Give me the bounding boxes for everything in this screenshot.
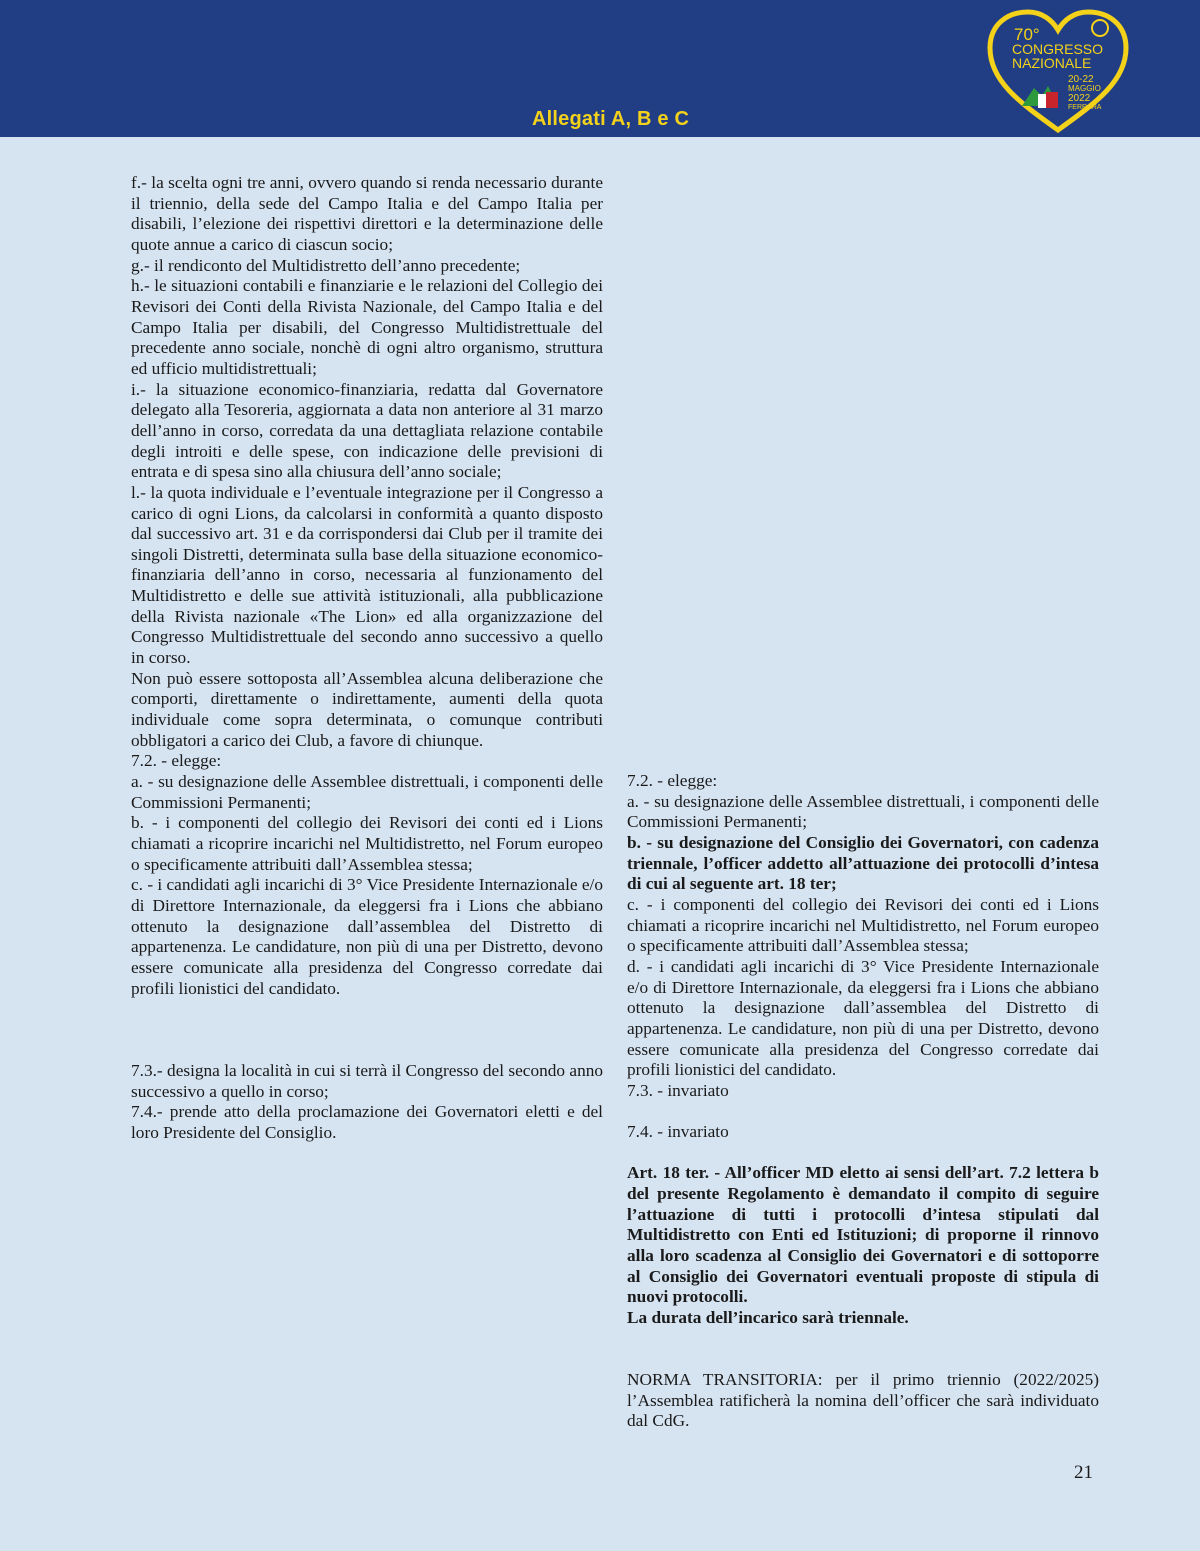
right-paragraph-bold: b. - su designazione del Consiglio dei Governatori, con cadenza triennale, l’officer addetto all’attuazione dei protocolli d’intesa di cui al seguente art. 18 ter; — [627, 832, 1099, 894]
art18-duration: La durata dell’incarico sarà triennale. — [627, 1307, 909, 1327]
right-column-transitional — [627, 1370, 1099, 1432]
left-paragraph: a. - su designazione delle Assemblee distrettuali, i componenti delle Commissioni Permanenti; — [131, 772, 603, 812]
right-paragraph: d. - i candidati agli incarichi di 3° Vice Presidente Internazionale e/o di Direttore Internazionale, da eleggersi fra i Lions che abbiano ottenuto la designazione dall’assemblea del Distretto di appartenenza. Le candidature, non più di una per Distretto, devono essere comunicate alla presidenza del Congresso corredate dai profili lionistici del candidato. — [627, 956, 1099, 1080]
right-paragraph: c. - i componenti del collegio dei Revisori dei conti ed i Lions chiamati a ricoprire incarichi nel Multidistretto, nel Forum europeo o specificamente attribuiti dall’Assemblea stessa; — [627, 894, 1099, 956]
left-paragraph: f.- la scelta ogni tre anni, ovvero quando si renda necessario durante il triennio, della sede del Campo Italia e del Campo Italia per disabili, l’elezione dei rispettivi direttori e la determinazione delle quote annue a carico di ciascun socio; — [131, 173, 603, 254]
right-paragraph: 7.2. - elegge: — [627, 771, 718, 790]
logo-dates: 20-22 — [1068, 74, 1094, 85]
section-title: Allegati A, B e C — [532, 108, 690, 130]
left-paragraph: 7.2. - elegge: — [131, 751, 222, 771]
transitional-norm: NORMA TRANSITORIA: per il primo triennio (2022/2025) l’Assemblea ratificherà la nomina dell’officer che sarà individuato dal CdG. — [627, 1370, 1099, 1431]
page-header — [0, 0, 1200, 137]
logo-month: MAGGIO — [1068, 84, 1101, 93]
page-number: 21 — [1074, 1462, 1093, 1483]
right-paragraph: 7.3. - invariato — [627, 1080, 729, 1100]
right-paragraph: 7.4. - invariato — [627, 1122, 729, 1141]
right-column-amendments — [627, 771, 1099, 1102]
congress-logo — [982, 6, 1134, 134]
lions-emblem-icon — [1092, 20, 1108, 36]
logo-line1: 70° — [1014, 25, 1040, 44]
heart-outline — [990, 12, 1126, 130]
logo-city: FERRARA — [1068, 104, 1102, 111]
left-paragraph: h.- le situazioni contabili e finanziarie e le relazioni del Collegio dei Revisori dei Conti della Rivista Nazionale, del Campo Italia e del Campo Italia per disabili, del Congresso Multidistrettuale del precedente anno sociale, nonchè di ogni altro organismo, struttura ed ufficio multidistrettuali; — [131, 276, 603, 378]
left-column — [131, 173, 603, 1144]
left-paragraph: i.- la situazione economico-finanziaria, redatta dal Governatore delegato alla Tesoreria, aggiornata a data non anteriore al 31 marzo dell’anno in corso, corredata da una dettagliata relazione contabile degli introiti e delle spese, con indicazione delle previsioni di entrata e di spesa sino alla chiusura dell’anno sociale; — [131, 379, 603, 482]
logo-line2: CONGRESSO — [1012, 41, 1104, 57]
left-paragraph: g.- il rendiconto del Multidistretto dell’anno precedente; — [131, 255, 521, 275]
left-paragraph: 7.4.- prende atto della proclamazione dei Governatori eletti e del loro Presidente del Consiglio. — [131, 1102, 603, 1143]
left-paragraph: b. - i componenti del collegio dei Revisori dei conti ed i Lions chiamati a ricoprire incarichi nel Multidistretto, nel Forum europeo o specificamente attribuiti dall’Assemblea stessa; — [131, 813, 603, 874]
right-paragraph: a. - su designazione delle Assemblee distrettuali, i componenti delle Commissioni Permanenti; — [627, 791, 1099, 832]
left-paragraph: Non può essere sottoposta all’Assemblea alcuna deliberazione che comporti, direttamente o indirettamente, aumenti della quota individuale come sopra determinata, o comunque contributi obbligatori a carico dei Club, a favore di chiunque. — [131, 668, 603, 750]
logo-line3: NAZIONALE — [1012, 55, 1092, 71]
left-paragraph: c. - i candidati agli incarichi di 3° Vice Presidente Internazionale e/o di Direttore Internazionale, da eleggersi fra i Lions che abbiano ottenuto la designazione dall’assemblea del Distretto di appartenenza. Le candidature, non più di una per Distretto, devono essere comunicate alla presidenza del Congresso corredate dai profili lionistici del candidato. — [131, 875, 603, 998]
logo-year: 2022 — [1068, 93, 1091, 104]
art18-ter-text: Art. 18 ter. - All’officer MD eletto ai sensi dell’art. 7.2 lettera b del presente Regolamento è demandato il compito di seguire l’attuazione di tutti i protocolli d’intesa stipulati dal Multidistretto con Enti ed Istituzioni; di proporne il rinnovo alla loro scadenza al Consiglio dei Governatori e di sottoporre al Consiglio dei Governatori eventuali proposte di stipula di nuovi protocolli. — [627, 1163, 1099, 1307]
right-column-art18 — [627, 1122, 1099, 1329]
left-paragraph: l.- la quota individuale e l’eventuale integrazione per il Congresso a carico di ogni Lions, da calcolarsi in conformità a quanto disposto dal successivo art. 31 e da corrispondersi dai Club per il tramite dei singoli Distretti, determinata sulla base della situazione economico-finanziaria dell’anno in corso, necessaria al funzionamento del Multidistretto e delle sue attività istituzionali, alla pubblicazione della Rivista nazionale «The Lion» ed alla organizzazione del Congresso Multidistrettuale del secondo anno successivo a quello in corso. — [131, 482, 603, 668]
left-paragraph: 7.3.- designa la località in cui si terrà il Congresso del secondo anno successivo a quello in corso; — [131, 1061, 603, 1101]
castle-icon — [1022, 86, 1058, 108]
